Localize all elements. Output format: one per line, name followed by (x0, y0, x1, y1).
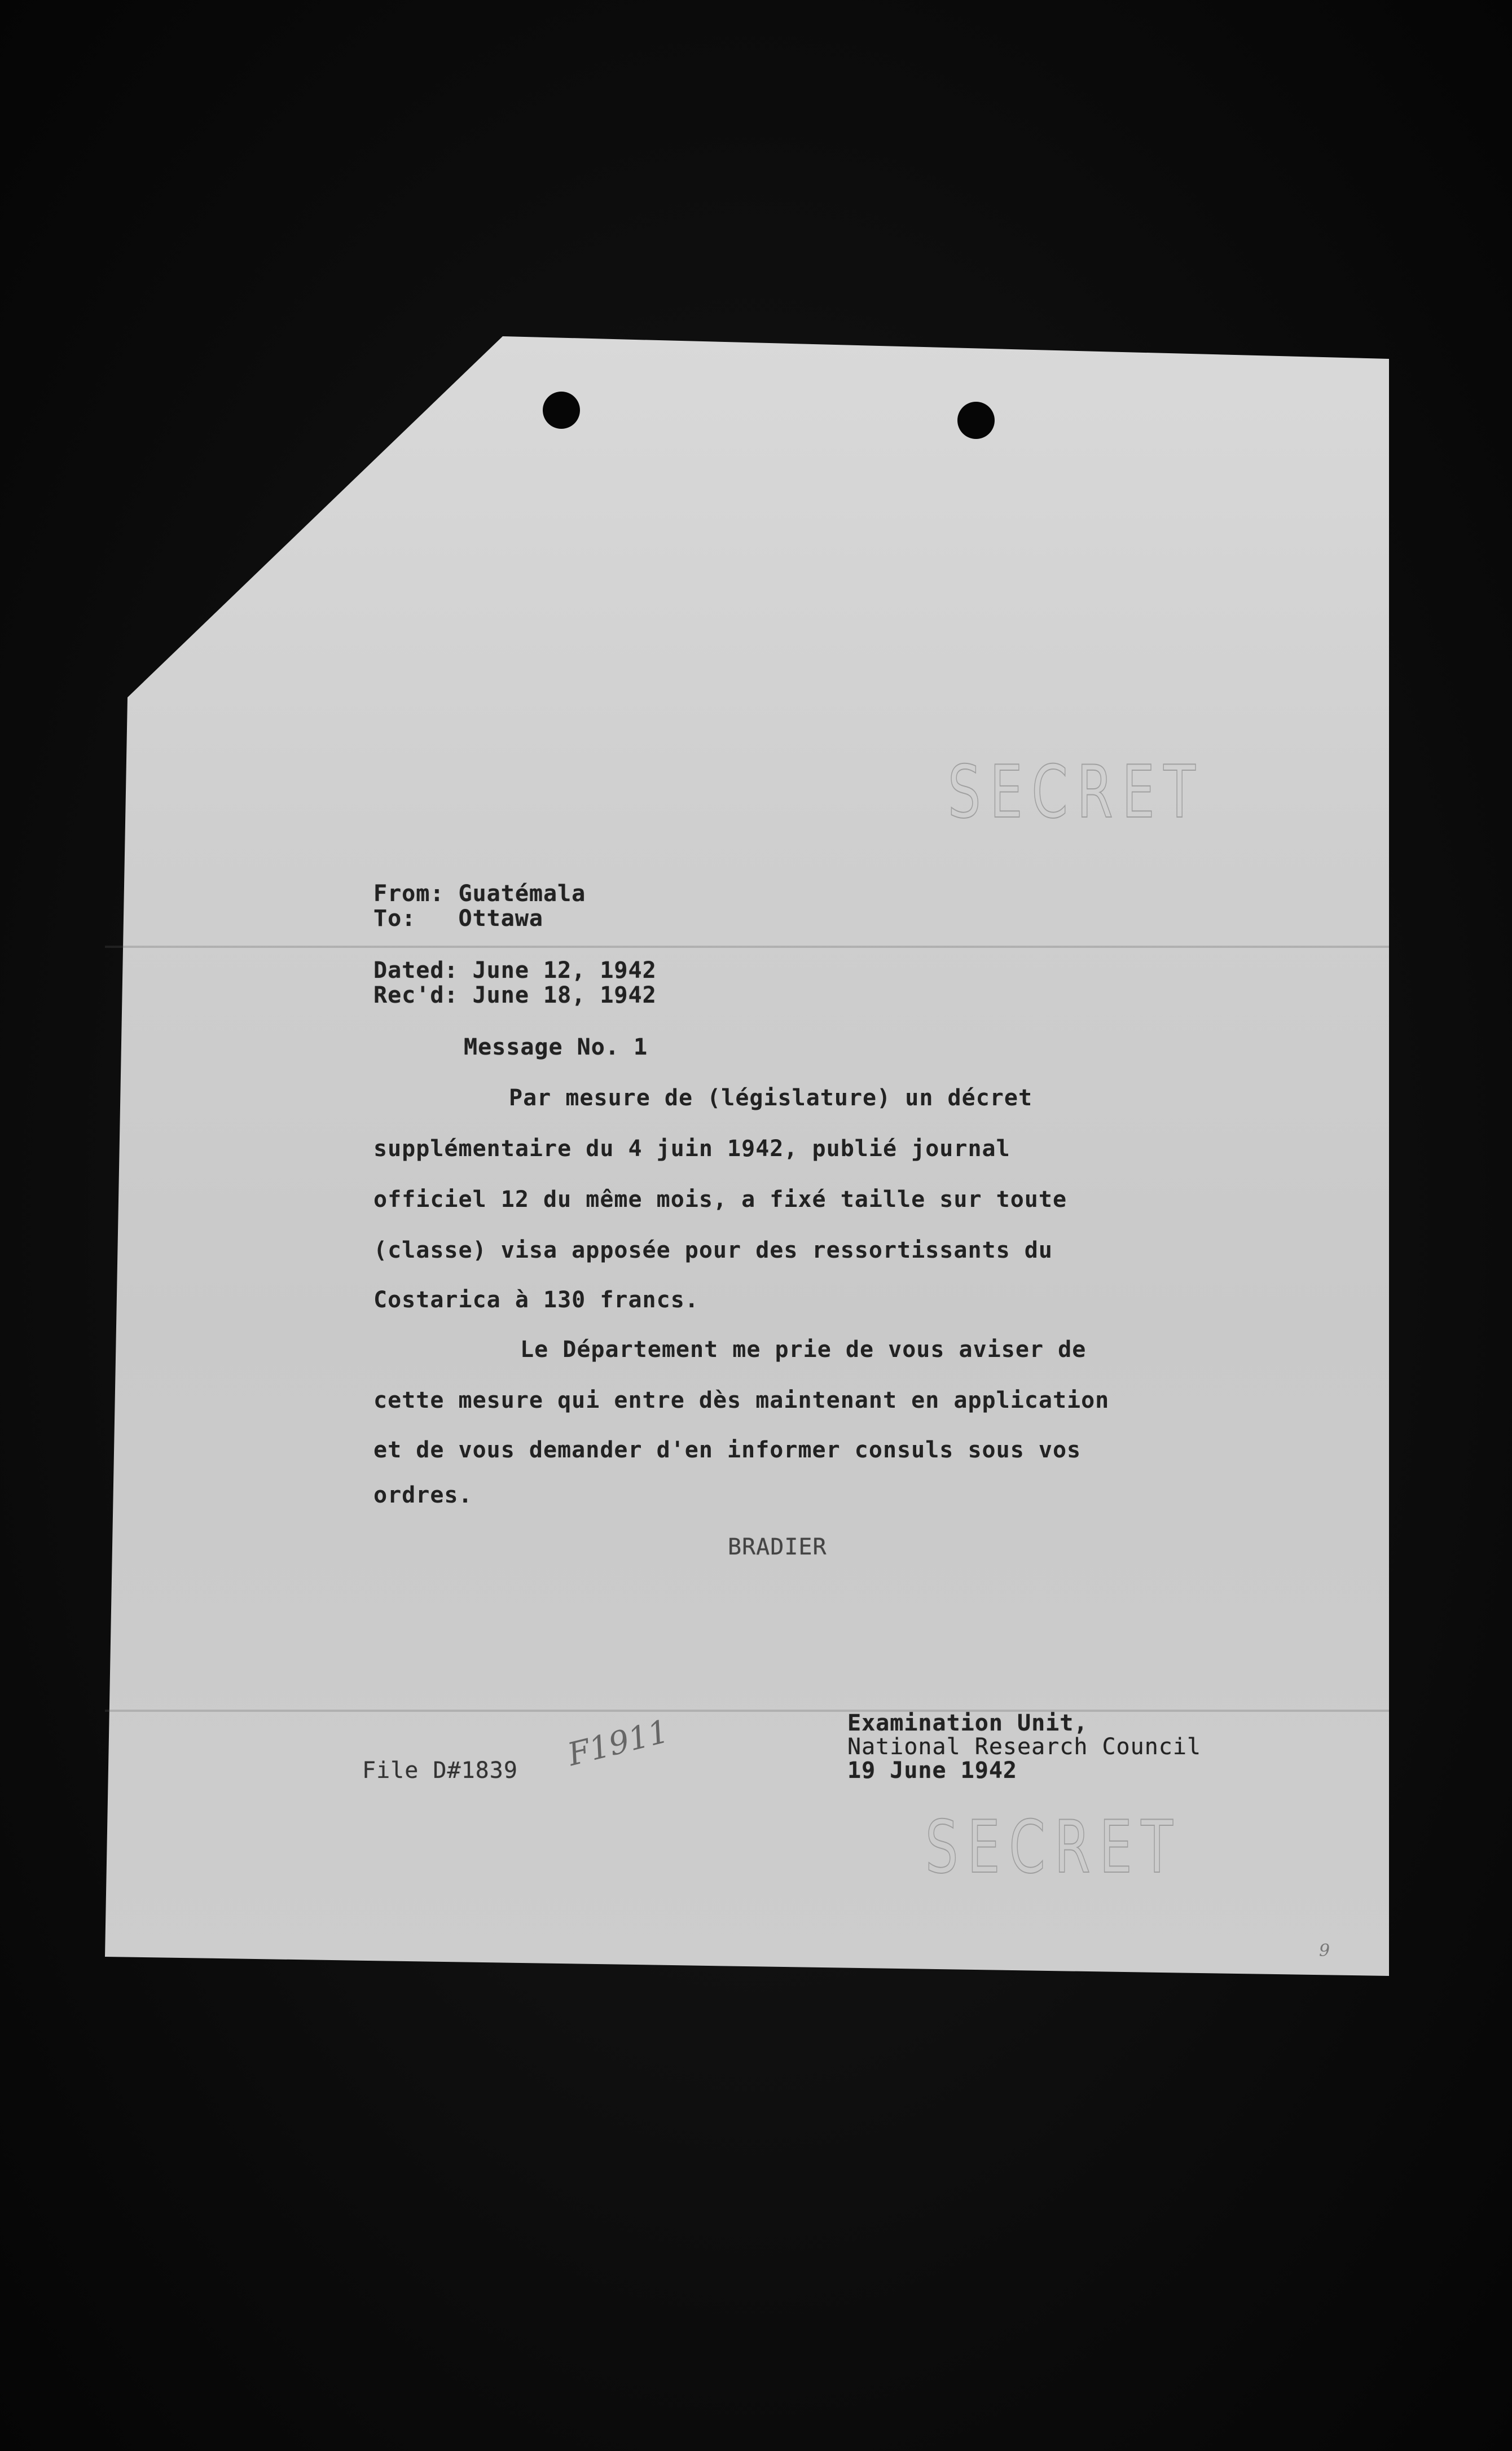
paragraph2-line: ordres. (373, 1482, 473, 1508)
dated-line (373, 958, 657, 983)
unit-line1: Examination Unit, (847, 1710, 1088, 1736)
received-label: Rec'd: (373, 982, 459, 1008)
secret-stamp-top: SECRET (948, 750, 1205, 834)
dated-value: June 12, 1942 (472, 957, 657, 983)
paragraph1-line: Costarica à 130 francs. (373, 1287, 699, 1313)
handwritten-note: F1911 (564, 1713, 673, 1774)
paragraph1-line: (classe) visa apposée pour des ressortissants du (373, 1237, 1053, 1263)
message-title: Message No. 1 (464, 1034, 648, 1060)
punch-hole-left (543, 392, 580, 429)
paragraph2-line: cette mesure qui entre dès maintenant en application (373, 1387, 1110, 1413)
paragraph1-line: officiel 12 du même mois, a fixé taille sur toute (373, 1187, 1067, 1213)
to-line (373, 906, 543, 931)
punch-hole-right (957, 402, 995, 439)
from-value: Guatémala (458, 881, 586, 907)
paragraph2-line: Le Département me prie de vous aviser de (520, 1337, 1087, 1363)
fold-line-lower (105, 1710, 1389, 1712)
paragraph1-line: Par mesure de (législature) un décret (509, 1085, 1033, 1111)
to-value: Ottawa (458, 906, 543, 932)
received-line (373, 983, 657, 1008)
signature: BRADIER (728, 1534, 827, 1560)
fold-line-upper (105, 946, 1389, 948)
received-value: June 18, 1942 (472, 982, 657, 1008)
file-reference: File D#1839 (362, 1758, 518, 1784)
secret-stamp-bottom: SECRET (925, 1806, 1182, 1890)
to-label: To: (373, 906, 416, 932)
from-line (373, 881, 586, 906)
unit-line2: National Research Council (847, 1734, 1202, 1760)
corner-mark: 9 (1319, 1941, 1330, 1961)
from-label: From: (373, 881, 445, 907)
paragraph2-line: et de vous demander d'en informer consuls sous vos (373, 1437, 1082, 1463)
unit-date: 19 June 1942 (847, 1758, 1017, 1784)
paragraph1-line: supplémentaire du 4 juin 1942, publié journal (373, 1136, 1010, 1162)
dated-label: Dated: (373, 957, 459, 983)
